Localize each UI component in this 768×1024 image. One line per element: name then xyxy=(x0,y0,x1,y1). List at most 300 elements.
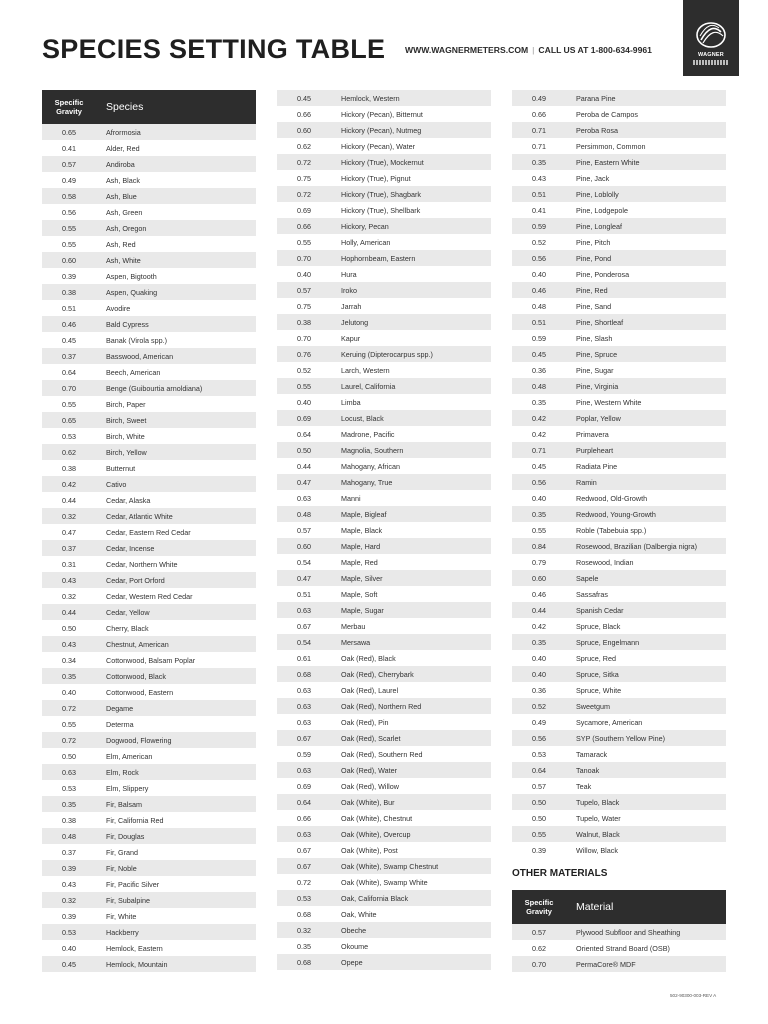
table-row xyxy=(512,234,726,250)
table-row xyxy=(512,924,726,940)
species-name-cell: Cottonwood, Balsam Poplar xyxy=(106,655,196,665)
species-name-cell: Tupelo, Water xyxy=(576,813,621,823)
specific-gravity-cell: 0.46 xyxy=(62,319,76,329)
species-name-cell: Afrormosia xyxy=(106,127,141,137)
table-row xyxy=(512,570,726,586)
specific-gravity-cell: 0.67 xyxy=(297,733,311,743)
table-row xyxy=(277,266,491,282)
specific-gravity-cell: 0.34 xyxy=(62,655,76,665)
specific-gravity-cell: 0.52 xyxy=(297,365,311,375)
species-header: Species xyxy=(106,101,144,113)
specific-gravity-cell: 0.64 xyxy=(62,367,76,377)
specific-gravity-cell: 0.57 xyxy=(297,285,311,295)
specific-gravity-cell: 0.42 xyxy=(532,413,546,423)
specific-gravity-cell: 0.57 xyxy=(532,781,546,791)
species-name-cell: Cedar, Northern White xyxy=(106,559,178,569)
specific-gravity-cell: 0.66 xyxy=(532,109,546,119)
specific-gravity-cell: 0.65 xyxy=(62,127,76,137)
website-link[interactable]: WWW.WAGNERMETERS.COM xyxy=(405,45,529,55)
species-name-cell: Maple, Soft xyxy=(341,589,378,599)
species-name-cell: Bald Cypress xyxy=(106,319,149,329)
phone-number: CALL US AT 1-800-634-9961 xyxy=(538,45,652,55)
table-row xyxy=(277,650,491,666)
specific-gravity-cell: 0.42 xyxy=(62,479,76,489)
table-row xyxy=(512,218,726,234)
table-body xyxy=(512,924,726,972)
table-row xyxy=(277,122,491,138)
table-row xyxy=(512,490,726,506)
table-row xyxy=(277,842,491,858)
specific-gravity-cell: 0.68 xyxy=(297,957,311,967)
specific-gravity-cell: 0.67 xyxy=(297,861,311,871)
species-name-cell: PermaCore® MDF xyxy=(576,959,636,969)
species-name-cell: Pine, Loblolly xyxy=(576,189,619,199)
specific-gravity-cell: 0.72 xyxy=(297,157,311,167)
table-row xyxy=(277,410,491,426)
species-name-cell: Basswood, American xyxy=(106,351,174,361)
species-name-cell: Cativo xyxy=(106,479,127,489)
specific-gravity-cell: 0.64 xyxy=(532,765,546,775)
specific-gravity-cell: 0.45 xyxy=(62,959,76,969)
specific-gravity-cell: 0.70 xyxy=(62,383,76,393)
species-name-cell: Locust, Black xyxy=(341,413,384,423)
species-name-cell: Pine, Spruce xyxy=(576,349,618,359)
species-name-cell: Oak (White), Overcup xyxy=(341,829,411,839)
table-row xyxy=(277,250,491,266)
species-name-cell: Birch, White xyxy=(106,431,145,441)
specific-gravity-cell: 0.58 xyxy=(62,191,76,201)
species-name-cell: Hemlock, Western xyxy=(341,93,400,103)
species-name-cell: Hickory (True), Mockernut xyxy=(341,157,424,167)
table-row xyxy=(512,202,726,218)
species-name-cell: Pine, Longleaf xyxy=(576,221,622,231)
table-row xyxy=(512,810,726,826)
specific-gravity-cell: 0.43 xyxy=(532,173,546,183)
species-name-cell: Ash, Black xyxy=(106,175,140,185)
table-row xyxy=(512,90,726,106)
species-name-cell: Mersawa xyxy=(341,637,371,647)
table-row xyxy=(42,508,256,524)
specific-gravity-cell: 0.49 xyxy=(532,93,546,103)
species-name-cell: Hickory (Pecan), Nutmeg xyxy=(341,125,422,135)
table-row xyxy=(512,378,726,394)
specific-gravity-cell: 0.50 xyxy=(62,751,76,761)
table-row xyxy=(277,538,491,554)
species-name-cell: Oak (Red), Willow xyxy=(341,781,399,791)
species-name-cell: Obeche xyxy=(341,925,367,935)
species-name-cell: Oak (Red), Black xyxy=(341,653,396,663)
table-row xyxy=(277,154,491,170)
specific-gravity-cell: 0.43 xyxy=(62,575,76,585)
table-row xyxy=(277,458,491,474)
specific-gravity-cell: 0.70 xyxy=(297,253,311,263)
specific-gravity-cell: 0.35 xyxy=(62,799,76,809)
species-name-cell: Cedar, Eastern Red Cedar xyxy=(106,527,191,537)
species-name-cell: Elm, American xyxy=(106,751,153,761)
table-row xyxy=(277,922,491,938)
specific-gravity-cell: 0.75 xyxy=(297,301,311,311)
species-name-cell: Ash, Green xyxy=(106,207,143,217)
specific-gravity-cell: 0.57 xyxy=(62,159,76,169)
table-row xyxy=(512,794,726,810)
species-name-cell: Magnolia, Southern xyxy=(341,445,404,455)
table-row xyxy=(512,458,726,474)
logo-mark-icon xyxy=(695,20,727,50)
species-name-cell: Beech, American xyxy=(106,367,161,377)
specific-gravity-cell: 0.62 xyxy=(532,943,546,953)
specific-gravity-cell: 0.67 xyxy=(297,621,311,631)
table-row xyxy=(42,812,256,828)
table-row xyxy=(42,716,256,732)
table-row xyxy=(512,940,726,956)
specific-gravity-cell: 0.49 xyxy=(532,717,546,727)
table-row xyxy=(42,796,256,812)
species-name-cell: Manni xyxy=(341,493,361,503)
species-name-cell: Aspen, Quaking xyxy=(106,287,158,297)
species-name-cell: Ash, Red xyxy=(106,239,136,249)
specific-gravity-cell: 0.63 xyxy=(297,765,311,775)
species-name-cell: Spruce, Engelmann xyxy=(576,637,640,647)
other-materials-title: OTHER MATERIALS xyxy=(512,868,608,879)
table-row xyxy=(277,314,491,330)
table-row xyxy=(277,810,491,826)
specific-gravity-cell: 0.63 xyxy=(297,829,311,839)
species-name-cell: Maple, Bigleaf xyxy=(341,509,387,519)
specific-gravity-cell: 0.46 xyxy=(532,589,546,599)
table-row xyxy=(512,842,726,858)
specific-gravity-cell: 0.35 xyxy=(532,157,546,167)
table-row xyxy=(42,604,256,620)
specific-gravity-cell: 0.52 xyxy=(532,701,546,711)
table-row xyxy=(42,748,256,764)
table-row xyxy=(277,554,491,570)
species-name-cell: Oak (Red), Cherrybark xyxy=(341,669,414,679)
species-name-cell: Mahogany, African xyxy=(341,461,400,471)
specific-gravity-cell: 0.39 xyxy=(62,271,76,281)
table-row xyxy=(277,282,491,298)
species-name-cell: Oak (White), Chestnut xyxy=(341,813,413,823)
specific-gravity-cell: 0.72 xyxy=(62,735,76,745)
species-name-cell: Fir, Subalpine xyxy=(106,895,150,905)
species-name-cell: Sycamore, American xyxy=(576,717,643,727)
specific-gravity-cell: 0.45 xyxy=(532,349,546,359)
specific-gravity-cell: 0.70 xyxy=(532,959,546,969)
species-table-col-3 xyxy=(512,90,726,858)
table-row xyxy=(512,666,726,682)
specific-gravity-cell: 0.40 xyxy=(62,943,76,953)
table-row xyxy=(512,522,726,538)
species-name-cell: Hura xyxy=(341,269,357,279)
species-name-cell: Hickory (Pecan), Bitternut xyxy=(341,109,423,119)
table-row xyxy=(277,346,491,362)
species-name-cell: Oak (Red), Laurel xyxy=(341,685,399,695)
specific-gravity-cell: 0.51 xyxy=(62,303,76,313)
table-body xyxy=(277,90,491,970)
species-name-cell: Hickory (True), Pignut xyxy=(341,173,411,183)
species-name-cell: Hophornbeam, Eastern xyxy=(341,253,416,263)
specific-gravity-cell: 0.59 xyxy=(297,749,311,759)
species-name-cell: Kapur xyxy=(341,333,361,343)
specific-gravity-cell: 0.37 xyxy=(62,847,76,857)
species-name-cell: Dogwood, Flowering xyxy=(106,735,172,745)
table-row xyxy=(42,156,256,172)
species-name-cell: Willow, Black xyxy=(576,845,618,855)
table-row xyxy=(512,122,726,138)
species-name-cell: Primavera xyxy=(576,429,609,439)
species-name-cell: Tamarack xyxy=(576,749,608,759)
specific-gravity-cell: 0.35 xyxy=(532,397,546,407)
table-row xyxy=(277,170,491,186)
table-row xyxy=(512,956,726,972)
table-body xyxy=(512,90,726,858)
specific-gravity-cell: 0.47 xyxy=(62,527,76,537)
species-name-cell: Oak (Red), Pin xyxy=(341,717,389,727)
specific-gravity-cell: 0.50 xyxy=(532,797,546,807)
specific-gravity-cell: 0.31 xyxy=(62,559,76,569)
specific-gravity-cell: 0.79 xyxy=(532,557,546,567)
species-name-cell: Purpleheart xyxy=(576,445,614,455)
specific-gravity-cell: 0.51 xyxy=(532,189,546,199)
table-row xyxy=(42,892,256,908)
species-name-cell: Determa xyxy=(106,719,134,729)
species-name-cell: Maple, Black xyxy=(341,525,383,535)
species-name-cell: Avodire xyxy=(106,303,131,313)
specific-gravity-cell: 0.35 xyxy=(297,941,311,951)
table-row xyxy=(42,588,256,604)
table-row xyxy=(512,346,726,362)
specific-gravity-cell: 0.37 xyxy=(62,351,76,361)
specific-gravity-cell: 0.42 xyxy=(532,429,546,439)
specific-gravity-cell: 0.39 xyxy=(62,863,76,873)
species-name-cell: Spruce, Red xyxy=(576,653,616,663)
specific-gravity-cell: 0.35 xyxy=(532,509,546,519)
table-row xyxy=(277,570,491,586)
table-row xyxy=(277,474,491,490)
specific-gravity-cell: 0.60 xyxy=(62,255,76,265)
species-name-cell: Fir, Grand xyxy=(106,847,138,857)
specific-gravity-cell: 0.50 xyxy=(297,445,311,455)
table-row xyxy=(512,682,726,698)
species-name-cell: Benge (Guibourtia arnoldiana) xyxy=(106,383,203,393)
table-row xyxy=(277,890,491,906)
specific-gravity-cell: 0.41 xyxy=(532,205,546,215)
table-row xyxy=(277,218,491,234)
species-name-cell: Laurel, California xyxy=(341,381,396,391)
specific-gravity-cell: 0.44 xyxy=(297,461,311,471)
table-row xyxy=(277,202,491,218)
specific-gravity-cell: 0.55 xyxy=(297,237,311,247)
species-name-cell: Hemlock, Mountain xyxy=(106,959,168,969)
table-row xyxy=(42,860,256,876)
species-name-cell: Pine, Lodgepole xyxy=(576,205,628,215)
species-name-cell: Roble (Tabebuia spp.) xyxy=(576,525,647,535)
species-name-cell: Peroba de Campos xyxy=(576,109,638,119)
specific-gravity-cell: 0.40 xyxy=(532,269,546,279)
table-row xyxy=(512,698,726,714)
species-name-cell: Mahogany, True xyxy=(341,477,393,487)
table-header xyxy=(512,890,726,924)
species-name-cell: Sassafras xyxy=(576,589,608,599)
species-name-cell: Oak (Red), Northern Red xyxy=(341,701,422,711)
species-name-cell: Oriented Strand Board (OSB) xyxy=(576,943,670,953)
specific-gravity-cell: 0.55 xyxy=(532,525,546,535)
specific-gravity-cell: 0.51 xyxy=(297,589,311,599)
species-name-cell: Parana Pine xyxy=(576,93,616,103)
specific-gravity-cell: 0.38 xyxy=(62,287,76,297)
specific-gravity-cell: 0.54 xyxy=(297,637,311,647)
table-row xyxy=(512,586,726,602)
species-name-cell: Pine, Virginia xyxy=(576,381,619,391)
species-name-cell: Merbau xyxy=(341,621,366,631)
table-row xyxy=(277,522,491,538)
species-name-cell: Aspen, Bigtooth xyxy=(106,271,157,281)
species-name-cell: Pine, Pitch xyxy=(576,237,611,247)
species-name-cell: Redwood, Old-Growth xyxy=(576,493,648,503)
table-row xyxy=(512,618,726,634)
species-name-cell: Persimmon, Common xyxy=(576,141,646,151)
specific-gravity-cell: 0.68 xyxy=(297,669,311,679)
species-name-cell: Okoume xyxy=(341,941,369,951)
specific-gravity-cell: 0.32 xyxy=(62,895,76,905)
species-name-cell: Spruce, Sitka xyxy=(576,669,619,679)
specific-gravity-cell: 0.53 xyxy=(62,431,76,441)
table-row xyxy=(277,506,491,522)
species-name-cell: Rosewood, Brazilian (Dalbergia nigra) xyxy=(576,541,698,551)
table-row xyxy=(512,282,726,298)
table-row xyxy=(42,380,256,396)
table-row xyxy=(42,844,256,860)
table-row xyxy=(277,186,491,202)
specific-gravity-cell: 0.32 xyxy=(62,591,76,601)
logo-wordmark: WAGNER xyxy=(698,52,724,58)
specific-gravity-cell: 0.39 xyxy=(62,911,76,921)
table-row xyxy=(512,394,726,410)
material-header: Material xyxy=(576,901,614,913)
species-name-cell: Pine, Shortleaf xyxy=(576,317,624,327)
specific-gravity-cell: 0.51 xyxy=(532,317,546,327)
table-row xyxy=(512,266,726,282)
species-name-cell: Butternut xyxy=(106,463,136,473)
table-row xyxy=(277,442,491,458)
table-row xyxy=(42,332,256,348)
species-name-cell: Spanish Cedar xyxy=(576,605,624,615)
specific-gravity-cell: 0.69 xyxy=(297,413,311,423)
species-name-cell: Hemlock, Eastern xyxy=(106,943,163,953)
species-name-cell: Sapele xyxy=(576,573,599,583)
species-name-cell: Maple, Silver xyxy=(341,573,383,583)
table-row xyxy=(42,732,256,748)
table-row xyxy=(42,652,256,668)
specific-gravity-cell: 0.55 xyxy=(62,223,76,233)
species-name-cell: Sweetgum xyxy=(576,701,610,711)
specific-gravity-cell: 0.66 xyxy=(297,221,311,231)
table-row xyxy=(42,460,256,476)
species-name-cell: Limba xyxy=(341,397,361,407)
species-name-cell: Cedar, Incense xyxy=(106,543,155,553)
specific-gravity-cell: 0.63 xyxy=(297,701,311,711)
species-name-cell: Cottonwood, Eastern xyxy=(106,687,174,697)
table-row xyxy=(42,444,256,460)
species-table-col-2 xyxy=(277,90,491,970)
specific-gravity-cell: 0.62 xyxy=(62,447,76,457)
table-row xyxy=(42,828,256,844)
table-row xyxy=(277,426,491,442)
species-name-cell: Tanoak xyxy=(576,765,600,775)
specific-gravity-cell: 0.44 xyxy=(62,607,76,617)
table-row xyxy=(277,394,491,410)
species-name-cell: Cedar, Port Orford xyxy=(106,575,165,585)
specific-gravity-cell: 0.52 xyxy=(532,237,546,247)
specific-gravity-cell: 0.40 xyxy=(532,493,546,503)
table-row xyxy=(277,634,491,650)
table-row xyxy=(42,140,256,156)
specific-gravity-cell: 0.40 xyxy=(297,269,311,279)
gravity-header: Specific Gravity xyxy=(524,898,554,916)
table-row xyxy=(42,428,256,444)
species-name-cell: Oak (Red), Water xyxy=(341,765,398,775)
species-name-cell: Ash, White xyxy=(106,255,141,265)
specific-gravity-cell: 0.55 xyxy=(62,719,76,729)
specific-gravity-cell: 0.72 xyxy=(297,189,311,199)
specific-gravity-cell: 0.32 xyxy=(62,511,76,521)
specific-gravity-cell: 0.67 xyxy=(297,845,311,855)
table-row xyxy=(277,138,491,154)
specific-gravity-cell: 0.84 xyxy=(532,541,546,551)
specific-gravity-cell: 0.56 xyxy=(532,253,546,263)
specific-gravity-cell: 0.62 xyxy=(297,141,311,151)
table-row xyxy=(42,268,256,284)
specific-gravity-cell: 0.56 xyxy=(532,733,546,743)
specific-gravity-cell: 0.60 xyxy=(532,573,546,583)
table-header xyxy=(42,90,256,124)
specific-gravity-cell: 0.47 xyxy=(297,573,311,583)
table-row xyxy=(42,204,256,220)
specific-gravity-cell: 0.45 xyxy=(532,461,546,471)
specific-gravity-cell: 0.44 xyxy=(532,605,546,615)
table-row xyxy=(42,636,256,652)
species-name-cell: Cherry, Black xyxy=(106,623,149,633)
table-row xyxy=(42,556,256,572)
species-name-cell: Pine, Ponderosa xyxy=(576,269,630,279)
specific-gravity-cell: 0.39 xyxy=(532,845,546,855)
table-row xyxy=(42,908,256,924)
specific-gravity-cell: 0.43 xyxy=(62,879,76,889)
specific-gravity-cell: 0.48 xyxy=(532,301,546,311)
species-name-cell: Cedar, Yellow xyxy=(106,607,150,617)
table-row xyxy=(512,554,726,570)
species-name-cell: Larch, Western xyxy=(341,365,390,375)
specific-gravity-cell: 0.69 xyxy=(297,781,311,791)
contact-info xyxy=(405,45,652,55)
specific-gravity-cell: 0.32 xyxy=(297,925,311,935)
table-row xyxy=(277,682,491,698)
specific-gravity-cell: 0.70 xyxy=(297,333,311,343)
species-name-cell: Iroko xyxy=(341,285,357,295)
table-row xyxy=(42,668,256,684)
table-row xyxy=(277,826,491,842)
logo-subline xyxy=(693,60,729,65)
table-row xyxy=(42,684,256,700)
specific-gravity-cell: 0.54 xyxy=(297,557,311,567)
table-row xyxy=(42,492,256,508)
table-row xyxy=(42,540,256,556)
species-name-cell: Birch, Paper xyxy=(106,399,146,409)
specific-gravity-cell: 0.49 xyxy=(62,175,76,185)
species-name-cell: Pine, Western White xyxy=(576,397,642,407)
specific-gravity-cell: 0.59 xyxy=(532,333,546,343)
table-row xyxy=(277,234,491,250)
species-name-cell: Chestnut, American xyxy=(106,639,169,649)
